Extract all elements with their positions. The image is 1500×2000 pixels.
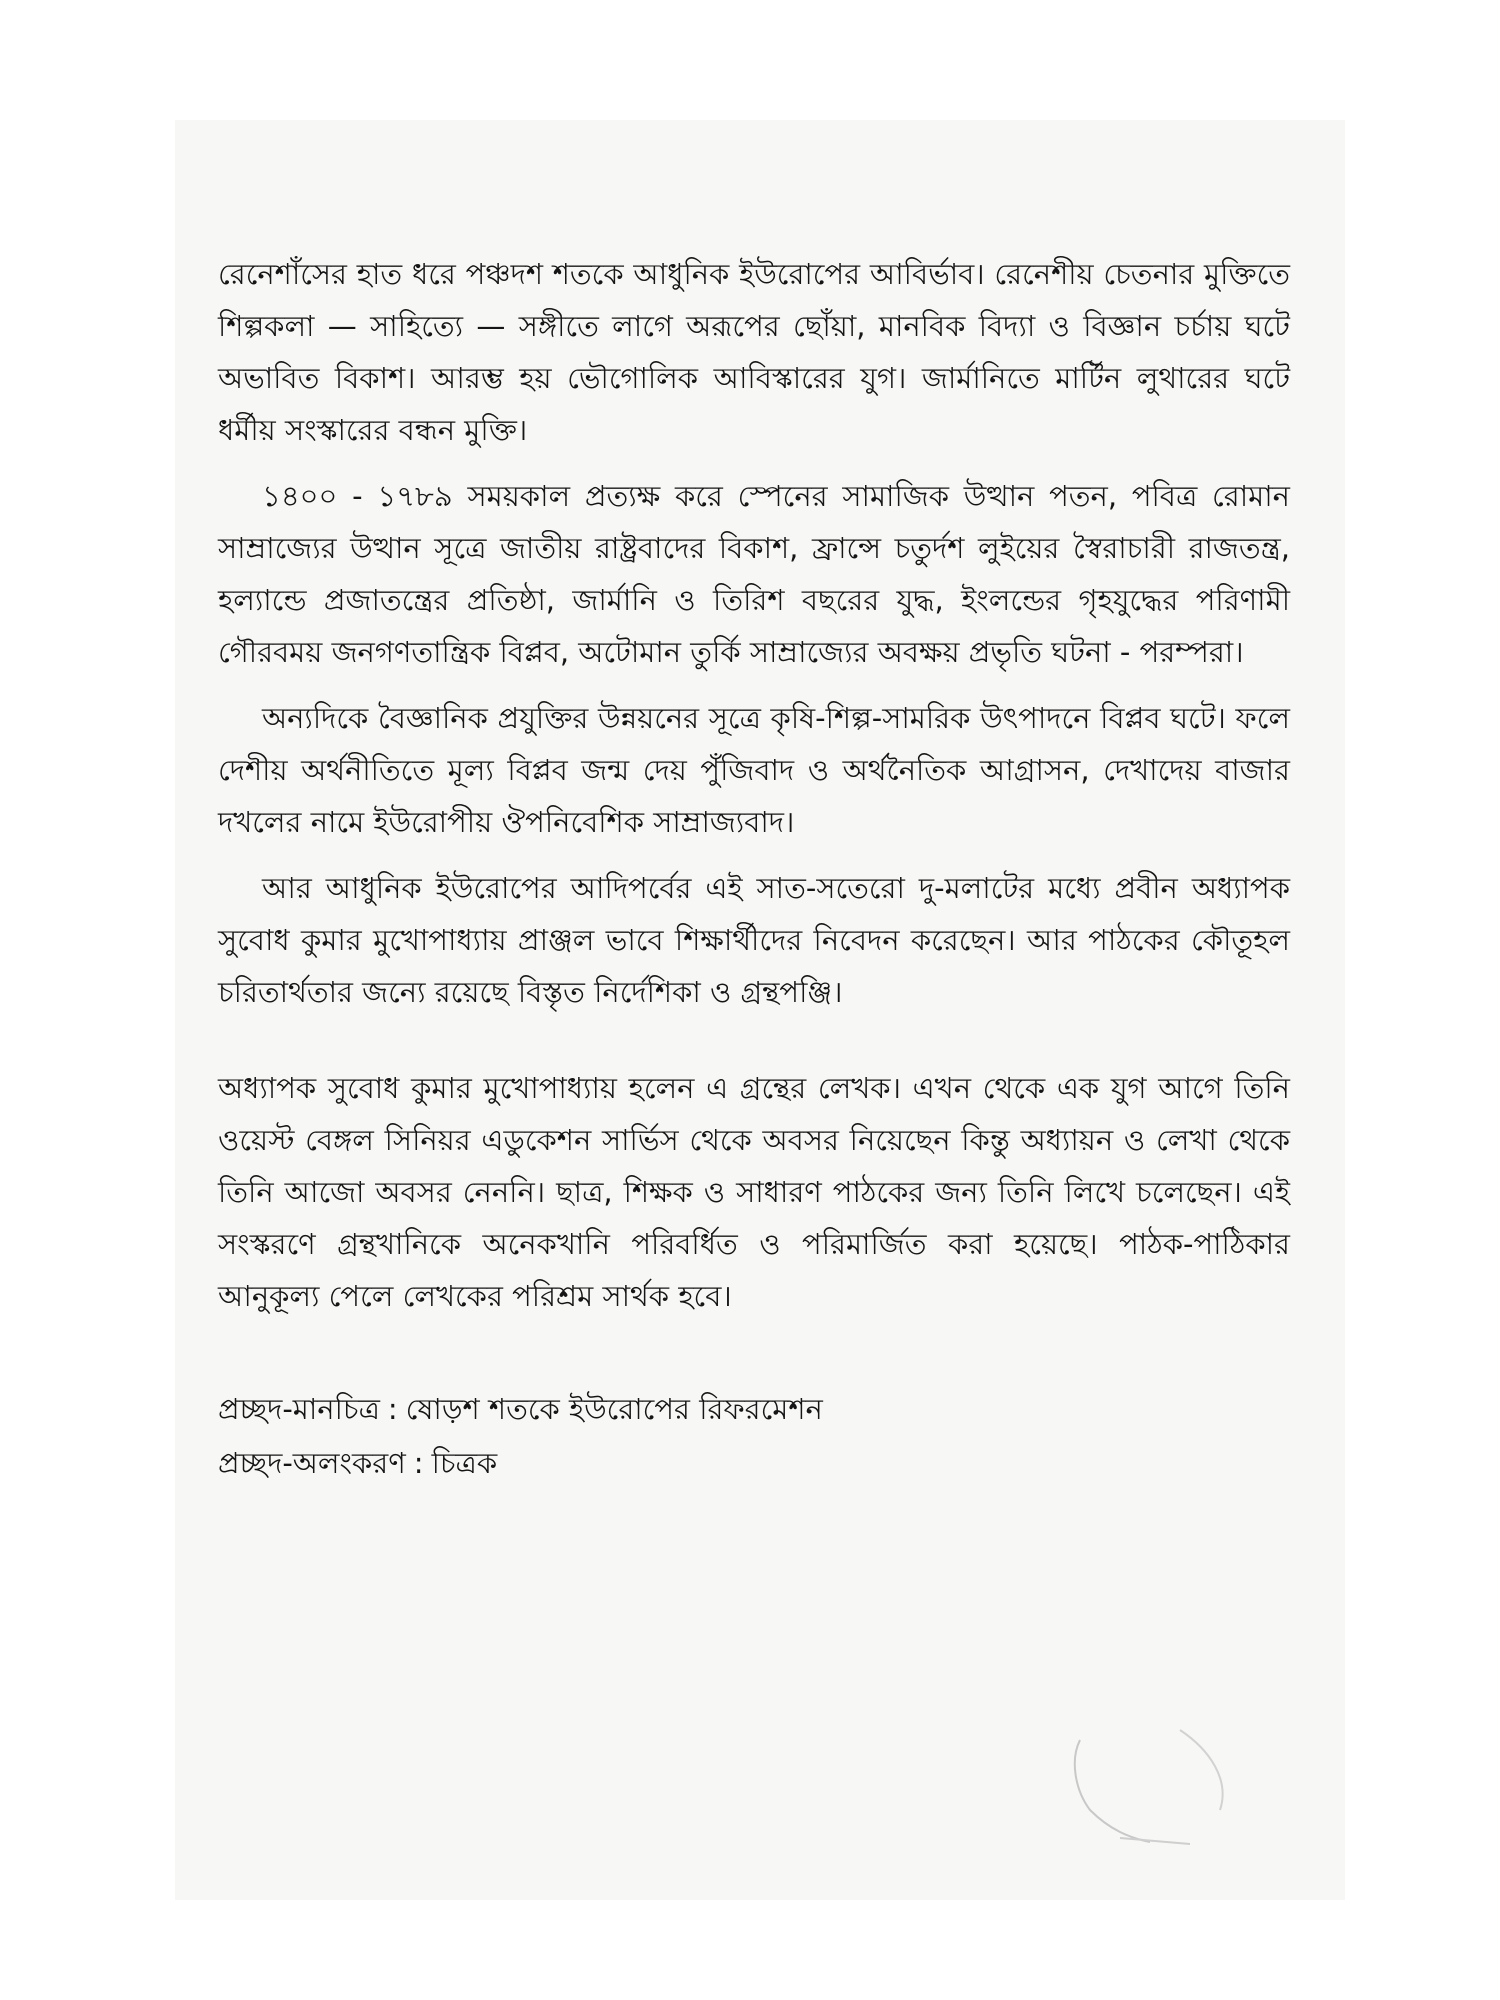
credit-label: প্রচ্ছদ-মানচিত্র: [218, 1392, 380, 1426]
paragraph-author-bio: অধ্যাপক সুবোধ কুমার মুখোপাধ্যায় হলেন এ গ্রন্থের লেখক। এখন থেকে এক যুগ আগে তিনি ওয়েস্ট বেঙ্গল সিনিয়র এডুকেশন সার্ভিস থেকে অবসর নিয়েছেন কিন্তু অধ্যায়ন ও লেখা থেকে তিনি আজো অবসর নেননি। ছাত্র, শিক্ষক ও সাধারণ পাঠকের জন্য তিনি লিখে চলেছেন। এই সংস্করণে গ্রন্থখানিকে অনেকখানি পরিবর্ধিত ও পরিমার্জিত করা হয়েছে। পাঠক-পাঠিকার আনুকূল্য পেলে লেখকের পরিশ্রম সার্থক হবে।: [218, 1071, 1290, 1313]
pencil-scribble-mark: [1060, 1720, 1260, 1860]
credit-label: প্রচ্ছদ-অলংকরণ: [218, 1446, 406, 1480]
paragraph-technology-revolution: অন্যদিকে বৈজ্ঞানিক প্রযুক্তির উন্নয়নের সূত্রে কৃষি-শিল্প-সামরিক উৎপাদনে বিপ্লব ঘটে। ফলে দেশীয় অর্থনীতিতে মূল্য বিপ্লব জন্ম দেয় পুঁজিবাদ ও অর্থনৈতিক আগ্রাসন, দেখাদেয় বাজার দখলের নামে ইউরোপীয় ঔপনিবেশিক সাম্রাজ্যবাদ।: [218, 701, 1290, 839]
credit-separator: :: [387, 1392, 398, 1426]
credit-value: ষোড়শ শতকে ইউরোপের রিফরমেশন: [405, 1392, 823, 1426]
credit-cover-map: [218, 1382, 1290, 1436]
page-content: [218, 248, 1290, 1490]
credit-separator: :: [413, 1446, 424, 1480]
credit-cover-decoration: [218, 1436, 1290, 1490]
paragraph-book-summary: আর আধুনিক ইউরোপের আদিপর্বের এই সাত-সতেরো দু-মলাটের মধ্যে প্রবীন অধ্যাপক সুবোধ কুমার মুখোপাধ্যায় প্রাঞ্জল ভাবে শিক্ষার্থীদের নিবেদন করেছেন। আর পাঠকের কৌতূহল চরিতার্থতার জন্যে রয়েছে বিস্তৃত নির্দেশিকা ও গ্রন্থপঞ্জি।: [218, 871, 1290, 1009]
paragraph-renaissance: রেনেশাঁসের হাত ধরে পঞ্চদশ শতকে আধুনিক ইউরোপের আবির্ভাব। রেনেশীয় চেতনার মুক্তিতে শিল্পকলা — সাহিত্যে — সঙ্গীতে লাগে অরূপের ছোঁয়া, মানবিক বিদ্যা ও বিজ্ঞান চর্চায় ঘটে অভাবিত বিকাশ। আরম্ভ হয় ভৌগোলিক আবিস্কারের যুগ। জার্মানিতে মার্টিন লুথারের ঘটে ধর্মীয় সংস্কারের বন্ধন মুক্তি।: [218, 257, 1290, 447]
credit-value: চিত্রক: [431, 1446, 498, 1480]
paragraph-period-events: ১৪০০ - ১৭৮৯ সময়কাল প্রত্যক্ষ করে স্পেনের সামাজিক উত্থান পতন, পবিত্র রোমান সাম্রাজ্যের উত্থান সূত্রে জাতীয় রাষ্ট্রবাদের বিকাশ, ফ্রান্সে চতুর্দশ লুইয়ের স্বৈরাচারী রাজতন্ত্র, হল্যান্ডে প্রজাতন্ত্রের প্রতিষ্ঠা, জার্মানি ও তিরিশ বছরের যুদ্ধ, ইংলন্ডের গৃহযুদ্ধের পরিণামী গৌরবময় জনগণতান্ত্রিক বিপ্লব, অটোমান তুর্কি সাম্রাজ্যের অবক্ষয় প্রভৃতি ঘটনা - পরম্পরা।: [218, 479, 1290, 669]
